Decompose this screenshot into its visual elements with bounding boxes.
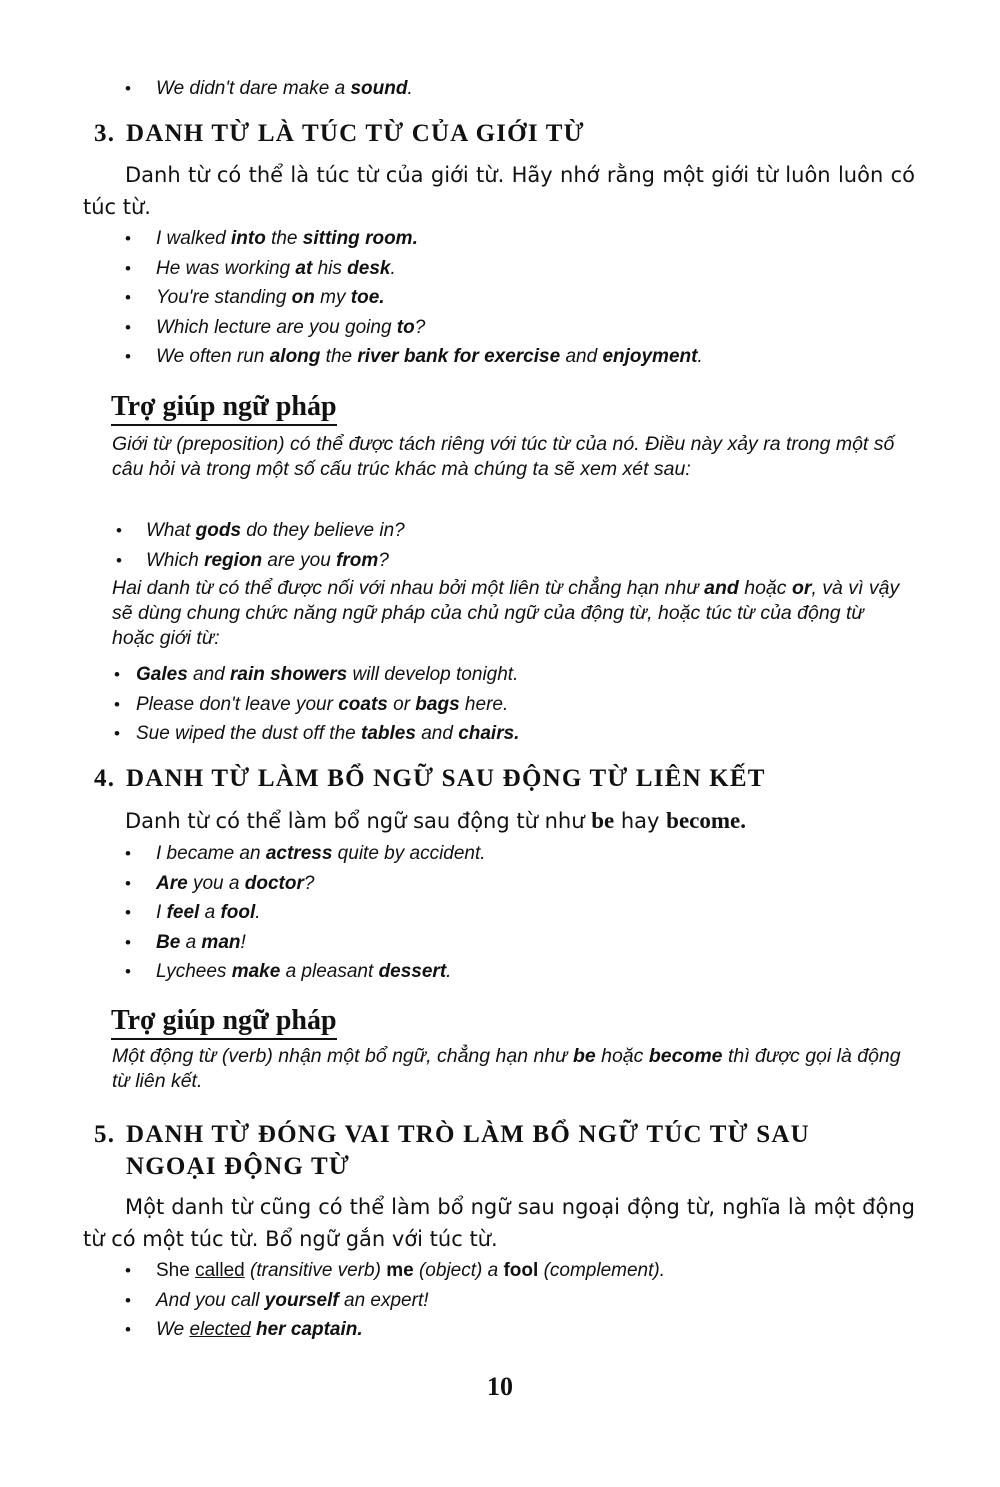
list-item: • She called (transitive verb) me (object) a fool (complement). [0, 1256, 1000, 1286]
list-item: • I became an actress quite by accident. [0, 839, 1000, 869]
list-item: • We often run along the river bank for exercise and enjoyment. [0, 342, 1000, 372]
grammar-help-text-3: Một động từ (verb) nhận một bổ ngữ, chẳng hạn như be hoặc become thì được gọi là động từ liên kết. [112, 1045, 901, 1092]
section-5-heading: 5. DANH TỪ ĐÓNG VAI TRÒ LÀM BỔ NGỮ TÚC TỪ SAU NGOẠI ĐỘNG TỪ [94, 1121, 810, 1180]
section-3-examples [0, 224, 1000, 372]
list-item: • Lychees make a pleasant dessert. [0, 957, 1000, 987]
section-5-examples [0, 1256, 1000, 1345]
list-item: • You're standing on my toe. [0, 283, 1000, 313]
grammar-help-examples-2 [0, 660, 1000, 749]
list-item: • Gales and rain showers will develop tonight. [0, 660, 1000, 690]
top-example-list [0, 74, 1000, 104]
list-item: • I walked into the sitting room. [0, 224, 1000, 254]
list-item: • Be a man! [0, 928, 1000, 958]
list-item: • Which lecture are you going to? [0, 313, 1000, 343]
page-number: 10 [487, 1372, 513, 1401]
section-4-intro: Danh từ có thể làm bổ ngữ sau động từ như be hay become. [125, 808, 746, 833]
list-item: • We elected her captain. [0, 1315, 1000, 1345]
list-item: • What gods do they believe in? [0, 516, 1000, 546]
list-item: • Sue wiped the dust off the tables and chairs. [0, 719, 1000, 749]
section-5-intro: Một danh từ cũng có thể làm bổ ngữ sau ngoại động từ, nghĩa là một động từ có một túc từ. Bổ ngữ gắn với túc từ. [83, 1195, 915, 1251]
list-item: • And you call yourself an expert! [0, 1286, 1000, 1316]
list-item: • Are you a doctor? [0, 869, 1000, 899]
section-4-examples [0, 839, 1000, 987]
list-item: • He was working at his desk. [0, 254, 1000, 284]
grammar-help-text: Giới từ (preposition) có thể được tách riêng với túc từ của nó. Điều này xảy ra trong một số câu hỏi và trong một số cấu trúc khác mà chúng ta sẽ xem xét sau: [112, 433, 895, 480]
grammar-help-examples [0, 516, 1000, 575]
section-3-heading: 3. DANH TỪ LÀ TÚC TỪ CỦA GIỚI TỪ [94, 120, 585, 147]
grammar-help-title-2: Trợ giúp ngữ pháp [111, 1004, 337, 1040]
grammar-help-text-2: Hai danh từ có thể được nối với nhau bởi một liên từ chẳng hạn như and hoặc or, và vì vậy sẽ dùng chung chức năng ngữ pháp của chủ ngữ của động từ, hoặc túc từ của động từ hoặc giới từ: [112, 577, 900, 649]
section-3-intro: Danh từ có thể là túc từ của giới từ. Hãy nhớ rằng một giới từ luôn luôn có túc từ. [83, 163, 915, 219]
grammar-help-title: Trợ giúp ngữ pháp [111, 390, 337, 426]
list-item: • Please don't leave your coats or bags here. [0, 690, 1000, 720]
list-item: • I feel a fool. [0, 898, 1000, 928]
list-item: • We didn't dare make a sound. [0, 74, 1000, 104]
list-item: • Which region are you from? [0, 546, 1000, 576]
section-4-heading: 4. DANH TỪ LÀM BỔ NGỮ SAU ĐỘNG TỪ LIÊN KẾT [94, 765, 766, 792]
